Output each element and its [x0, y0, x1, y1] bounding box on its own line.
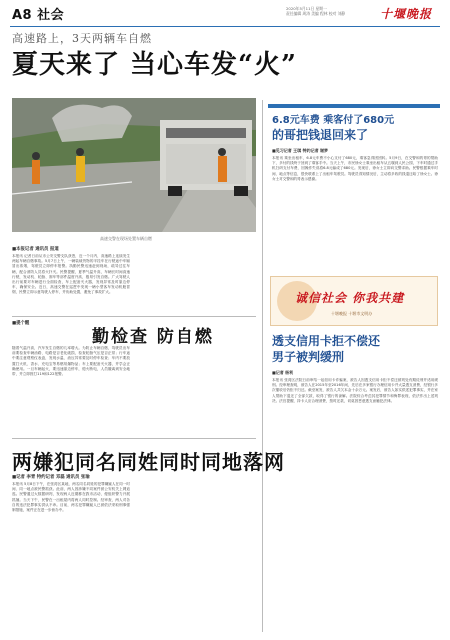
- ad-slogan: 诚信社会 你我共建: [295, 291, 405, 305]
- lead-byline: ■本报记者 通讯员 报道: [12, 247, 59, 252]
- right-story2-byline: ■记者 杨利: [272, 370, 294, 375]
- photo-caption: 高速交警在现场处置车辆自燃: [100, 236, 152, 241]
- right-story1-title-1: 6.8元车费 乘客付了680元: [272, 115, 395, 126]
- section-rule: [12, 316, 256, 317]
- right-story2-title-2: 男子被判缓刑: [272, 350, 345, 364]
- right-story-accent: [268, 104, 440, 108]
- date-line: 2020年5月11日 星期一: [286, 6, 327, 11]
- ad-sponsor: 十堰晚报 十堰市文明办: [331, 311, 373, 316]
- newspaper-logo: 十堰晚报: [380, 7, 433, 21]
- reminder-body: 随着气温升高，汽车发生自燃的几率增大。为防止车辆自燃，驾驶员出车前要检查车辆油路、电路是否老化破损，检查轮胎气压是否正常；行车途中要注意观察仪表盘，发现水温、油压异常要及时停车检查；车内不要放置打火机、香水、充电宝等易燃易爆物品；车上要配备灭火器，并学会正确使用。一旦车辆起火，要迅速靠边停车，熄火断电，人员撤离到安全地带，并立即拨打119和122报警。: [12, 346, 130, 377]
- page-section-label: A8 社会: [12, 8, 65, 23]
- right-story2-title-1: 透支信用卡拒不偿还: [272, 334, 381, 348]
- column-divider: [262, 100, 263, 632]
- right-story1-body: 本报讯 乘坐出租车，6.8元车费不小心支付了680元，乘客急得团团转。5月9日，在交警和的哥的帮助下，多付的钱终于回到了乘客手中。当天上午，市民徐女士乘坐出租车从五堰到人民公园，下车时通过手机扫码支付车费，因操作失误将6.8元输成了680元。发现后，徐女士立即向交警求助。民警根据乘车时间、地点等信息，很快联系上了出租车驾驶员。驾驶员得知情况后，主动将多收的钱退还给了徐女士。徐女士对交警和的哥表示感谢。: [272, 156, 438, 181]
- editor-line: 责任编辑 周涛 美编 程林 校对 刘静: [286, 11, 346, 16]
- right-story2-body: 本报讯 张湾区法院日前审结一起信用卡诈骗案，被告人因透支信用卡拒不偿还被判处有期徒刑并适用缓刑。经审理查明，被告人在2015年至2016年间，先后在多家银行办理信用卡并大量透支消费，经银行多次催收后仍拒不归还。截至案发，被告人共欠本金十余万元。案发后，被告人如实供述犯罪事实，并在家人帮助下退还了全部欠款，取得了银行的谅解。法院综合考虑其犯罪情节和悔罪表现，依法作出上述判决。法官提醒，持卡人应合理消费，按时还款，切莫因恶意透支而触犯法律。: [272, 378, 438, 403]
- right-story1-title-2: 的哥把钱退回来了: [272, 128, 369, 142]
- issue-date: [286, 6, 381, 16]
- story2-body-col2: [136, 474, 256, 630]
- lead-kicker: 高速路上，3天两辆车自燃: [12, 32, 152, 45]
- right-story1-byline: ■见习记者 王琪 特约记者 谢梦: [272, 148, 328, 153]
- lead-title: 夏天来了 当心车发“火”: [12, 50, 297, 80]
- story2-byline: ■记者 李青 特约记者 邓磊 通讯员 张瑜: [12, 475, 90, 480]
- highway-scene-image: [12, 98, 256, 232]
- reminder-body-col2: [136, 346, 256, 416]
- lead-body-col2: [136, 246, 256, 314]
- reminder-tag: ■提个醒: [12, 321, 30, 326]
- section-rule-2: [12, 438, 256, 439]
- lead-body-col1: 本报讯 记者日前从市公安交警支队获悉，近一个月内，高速路上连续发生两起车辆自燃事故。5月7日上午，一辆装载货物的半挂车在行驶途中车厢冒出浓烟，驾驶员立即停车报警。执勤民警迅速赶到现场，疏导过往车辆，配合消防人员将火扑灭。民警提醒，夏季气温升高，车辆长时间高速行驶，发动机、轮胎、刹车等部件温度升高，极易引发自燃。广大驾驶人出行前要对车辆进行全面检查，车上配备灭火器，发现异常及时靠边停车，确保安全。近日，高速交警在巡逻中发现一辆小型客车发动机舱冒烟，民警立即示意驾驶人停车，并协助处置，避免了事故扩大。: [12, 254, 130, 295]
- civic-ad-box: [270, 276, 438, 326]
- reminder-title: 勤检查 防自燃: [92, 327, 214, 347]
- header-rule: [10, 26, 440, 27]
- story2-title: 两嫌犯同名同姓同时同地落网: [12, 450, 285, 474]
- lead-photo: [12, 98, 256, 232]
- story2-body-col1: 本报讯 5月8日下午，在张湾区某地，两名同名同姓的犯罪嫌疑人在同一时间、同一地点被民警抓获。此前，两人因涉嫌不同案件被公安机关上网追逃。民警通过大数据研判，发现两人近期都在我市活动，便组织警力开展抓捕。当天下午，民警在一出租屋内将两人同时控制。经审查，两人对各自的违法犯罪事实供认不讳。目前，两名犯罪嫌疑人已被依法采取刑事强制措施，案件正在进一步侦办中。: [12, 482, 130, 513]
